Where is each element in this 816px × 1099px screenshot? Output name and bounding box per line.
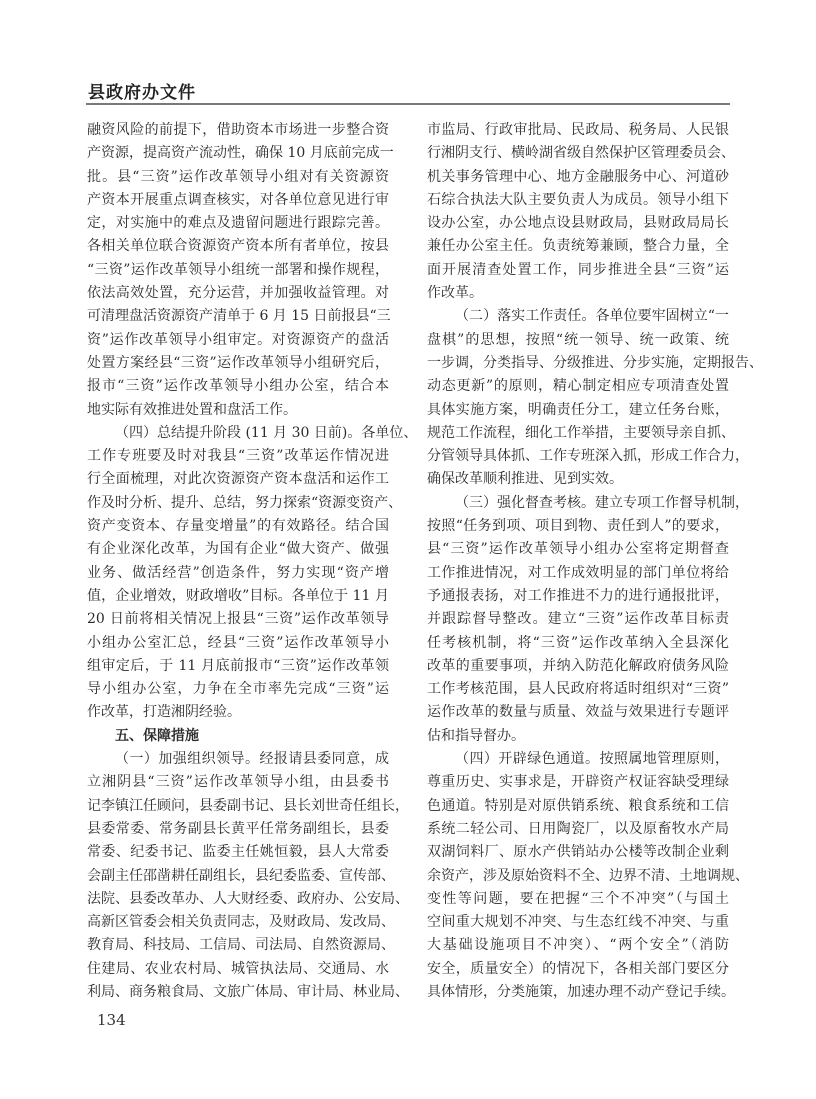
text-line: 工作考核范围，县人民政府将适时组织对“三资” — [427, 681, 729, 698]
text-line: 设办公室，办公地点设县财政局，县财政局局长 — [427, 215, 729, 232]
text-line: “三资”运作改革领导小组统一部署和操作规程， — [87, 261, 389, 278]
text-line: （四）开辟绿色通道。按照属地管理原则， — [455, 751, 729, 768]
text-line: 任考核机制，将“三资”运作改革纳入全县深化 — [427, 634, 729, 651]
text-line: 资产变资本、存量变增量”的有效路径。结合国 — [87, 518, 389, 535]
page-number: 134 — [97, 1011, 126, 1029]
text-line: 市监局、行政审批局、民政局、税务局、人民银 — [427, 122, 729, 138]
text-line: 估和指导督办。 — [427, 727, 525, 744]
text-line: 教育局、科技局、工信局、司法局、自然资源局、 — [87, 937, 395, 954]
text-line: 工作推进情况，对工作成效明显的部门单位将给 — [427, 564, 729, 581]
text-line: 20 日前将相关情况上报县“三资”运作改革领导 — [87, 611, 389, 628]
text-line: 工作专班要及时对我县“三资”改革运作情况进 — [87, 448, 389, 465]
text-line: 具体实施方案，明确责任分工，建立任务台账， — [427, 401, 729, 418]
text-line: 大基础设施项目不冲突）、“两个安全”（消防 — [427, 937, 729, 954]
text-line: 值，企业增效，财政增收”目标。各单位于 11 月 — [87, 587, 389, 604]
running-header-title: 县政府办文件 — [88, 83, 196, 103]
text-line: 利局、商务粮食局、文旅广体局、审计局、林业局、 — [87, 983, 409, 1000]
text-line: 常委、纪委书记、监委主任姚恒毅，县人大常委 — [87, 844, 389, 861]
text-line: 批。县“三资”运作改革领导小组对有关资源资 — [87, 168, 389, 185]
text-line: 法院、县委改革办、人大财经委、政府办、公安局、 — [87, 890, 409, 907]
text-line: 导小组办公室，力争在全市率先完成“三资”运 — [87, 681, 389, 698]
text-line: 立湘阴县“三资”运作改革领导小组，由县委书 — [87, 774, 389, 791]
paragraph — [427, 119, 735, 305]
text-line: 系统二轻公司、日用陶瓷厂，以及原畜牧水产局 — [427, 820, 729, 837]
text-line: 机关事务管理中心、地方金融服务中心、河道砂 — [427, 168, 729, 185]
section-heading — [87, 725, 389, 748]
paragraph — [427, 748, 749, 1004]
text-line: 业务、做活经营”创造条件，努力实现“资产增 — [87, 564, 389, 581]
left-column — [87, 119, 418, 1004]
text-line: 作改革，打造湘阴经验。 — [87, 704, 241, 721]
text-line: 处置方案经县“三资”运作改革领导小组研究后， — [87, 354, 389, 371]
text-line: 尊重历史、实事求是，开辟资产权证容缺受理绿 — [427, 774, 729, 791]
text-line: 小组办公室汇总，经县“三资”运作改革领导小 — [87, 634, 389, 651]
text-line: 住建局、农业农村局、城管执法局、交通局、水 — [87, 960, 389, 977]
text-line: 变性等问题，要在把握“三个不冲突”（与国土 — [427, 890, 729, 907]
paragraph — [87, 119, 394, 422]
text-line: 可清理盘活资源资产清单于 6 月 15 日前报县“三 — [87, 308, 391, 325]
text-line: 有企业深化改革，为国有企业“做大资产、做强 — [87, 541, 389, 558]
text-line: 县“三资”运作改革领导小组办公室将定期督查 — [427, 541, 729, 558]
paragraph — [87, 422, 418, 725]
text-line: 面开展清查处置工作，同步推进全县“三资”运 — [427, 261, 729, 278]
text-line: （二）落实工作责任。各单位要牢固树立“一 — [455, 308, 729, 325]
text-line: 县委常委、常务副县长黄平任常务副组长，县委 — [87, 820, 389, 837]
text-line: （三）强化督查考核。建立专项工作督导机制， — [455, 494, 749, 511]
text-line: 高新区管委会相关负责同志，及财政局、发改局、 — [87, 914, 395, 931]
text-line: 确保改革顺利推进、见到实效。 — [427, 471, 623, 488]
text-line: 行全面梳理，对此次资源资产资本盘活和运作工 — [87, 471, 389, 488]
text-line: 行湘阴支行、横岭湖省级自然保护区管理委员会、 — [427, 145, 735, 162]
text-line: 地实际有效推进处置和盘活工作。 — [87, 401, 297, 418]
text-line: 双湖饲料厂、原水产供销站办公楼等改制企业剩 — [427, 844, 729, 861]
text-line: 产资本开展重点调查核实，对各单位意见进行审 — [87, 191, 389, 208]
text-line: 融资风险的前提下，借助资本市场进一步整合资 — [87, 122, 389, 138]
text-line: 各相关单位联合资源资产资本所有者单位，按县 — [87, 238, 389, 255]
text-line: 资”运作改革领导小组审定。对资源资产的盘活 — [87, 331, 389, 348]
text-line: （一）加强组织领导。经报请县委同意，成 — [115, 751, 389, 768]
paragraph — [87, 748, 409, 1004]
text-line: 兼任办公室主任。负责统筹兼顾，整合力量，全 — [427, 238, 729, 255]
text-line: 产资源，提高资产流动性，确保 10 月底前完成一 — [87, 145, 394, 162]
text-line: 规范工作流程，细化工作举措，主要领导亲自抓、 — [427, 424, 735, 441]
text-line: 盘棋”的思想，按照“统一领导、统一政策、统 — [427, 331, 729, 348]
text-line: （四）总结提升阶段 (11 月 30 日前)。各单位、 — [115, 424, 418, 441]
text-line: 作改革。 — [427, 285, 483, 302]
text-line: 动态更新”的原则，精心制定相应专项清查处置 — [427, 378, 729, 395]
text-line: 定，对实施中的难点及遗留问题进行跟踪完善。 — [87, 215, 389, 232]
header-rule — [86, 103, 730, 105]
text-line: 予通报表扬，对工作推进不力的进行通报批评， — [427, 587, 729, 604]
text-line: 分管领导具体抓、工作专班深入抓，形成工作合力， — [427, 448, 749, 465]
text-line: 空间重大规划不冲突、与生态红线不冲突、与重 — [427, 914, 729, 931]
text-line: 记李镇江任顾问，县委副书记、县长刘世奇任组长， — [87, 797, 409, 814]
text-line: 并跟踪督导整改。建立“三资”运作改革目标责 — [427, 611, 729, 628]
text-line: 运作改革的数量与质量、效益与效果进行专题评 — [427, 704, 729, 721]
text-line: 石综合执法大队主要负责人为成员。领导小组下 — [427, 191, 729, 208]
text-line: 报市“三资”运作改革领导小组办公室，结合本 — [87, 378, 389, 395]
paragraph — [427, 492, 749, 748]
text-line: 改革的重要事项，并纳入防范化解政府债务风险 — [427, 657, 729, 674]
text-line: 作及时分析、提升、总结，努力探索“资源变资产、 — [87, 494, 403, 511]
text-line: 具体情形，分类施策，加速办理不动产登记手续。 — [427, 983, 735, 1000]
text-line: 一步调，分类指导、分级推进、分步实施，定期报告、 — [427, 354, 763, 371]
text-line: 色通道。特别是对原供销系统、粮食系统和工信 — [427, 797, 729, 814]
right-column — [427, 119, 763, 1004]
text-line: 组审定后，于 11 月底前报市“三资”运作改革领 — [87, 657, 389, 674]
text-line: 五、保障措施 — [115, 727, 199, 744]
text-line: 安全，质量安全）的情况下，各相关部门要区分 — [427, 960, 729, 977]
text-line: 依法高效处置，充分运营，并加强收益管理。对 — [87, 285, 389, 302]
text-line: 会副主任邵凿耕任副组长，县纪委监委、宣传部、 — [87, 867, 395, 884]
paragraph — [427, 305, 763, 491]
text-line: 按照“任务到项、项目到物、责任到人”的要求， — [427, 518, 729, 535]
text-line: 余资产，涉及原始资料不全、边界不清、土地调规、 — [427, 867, 749, 884]
